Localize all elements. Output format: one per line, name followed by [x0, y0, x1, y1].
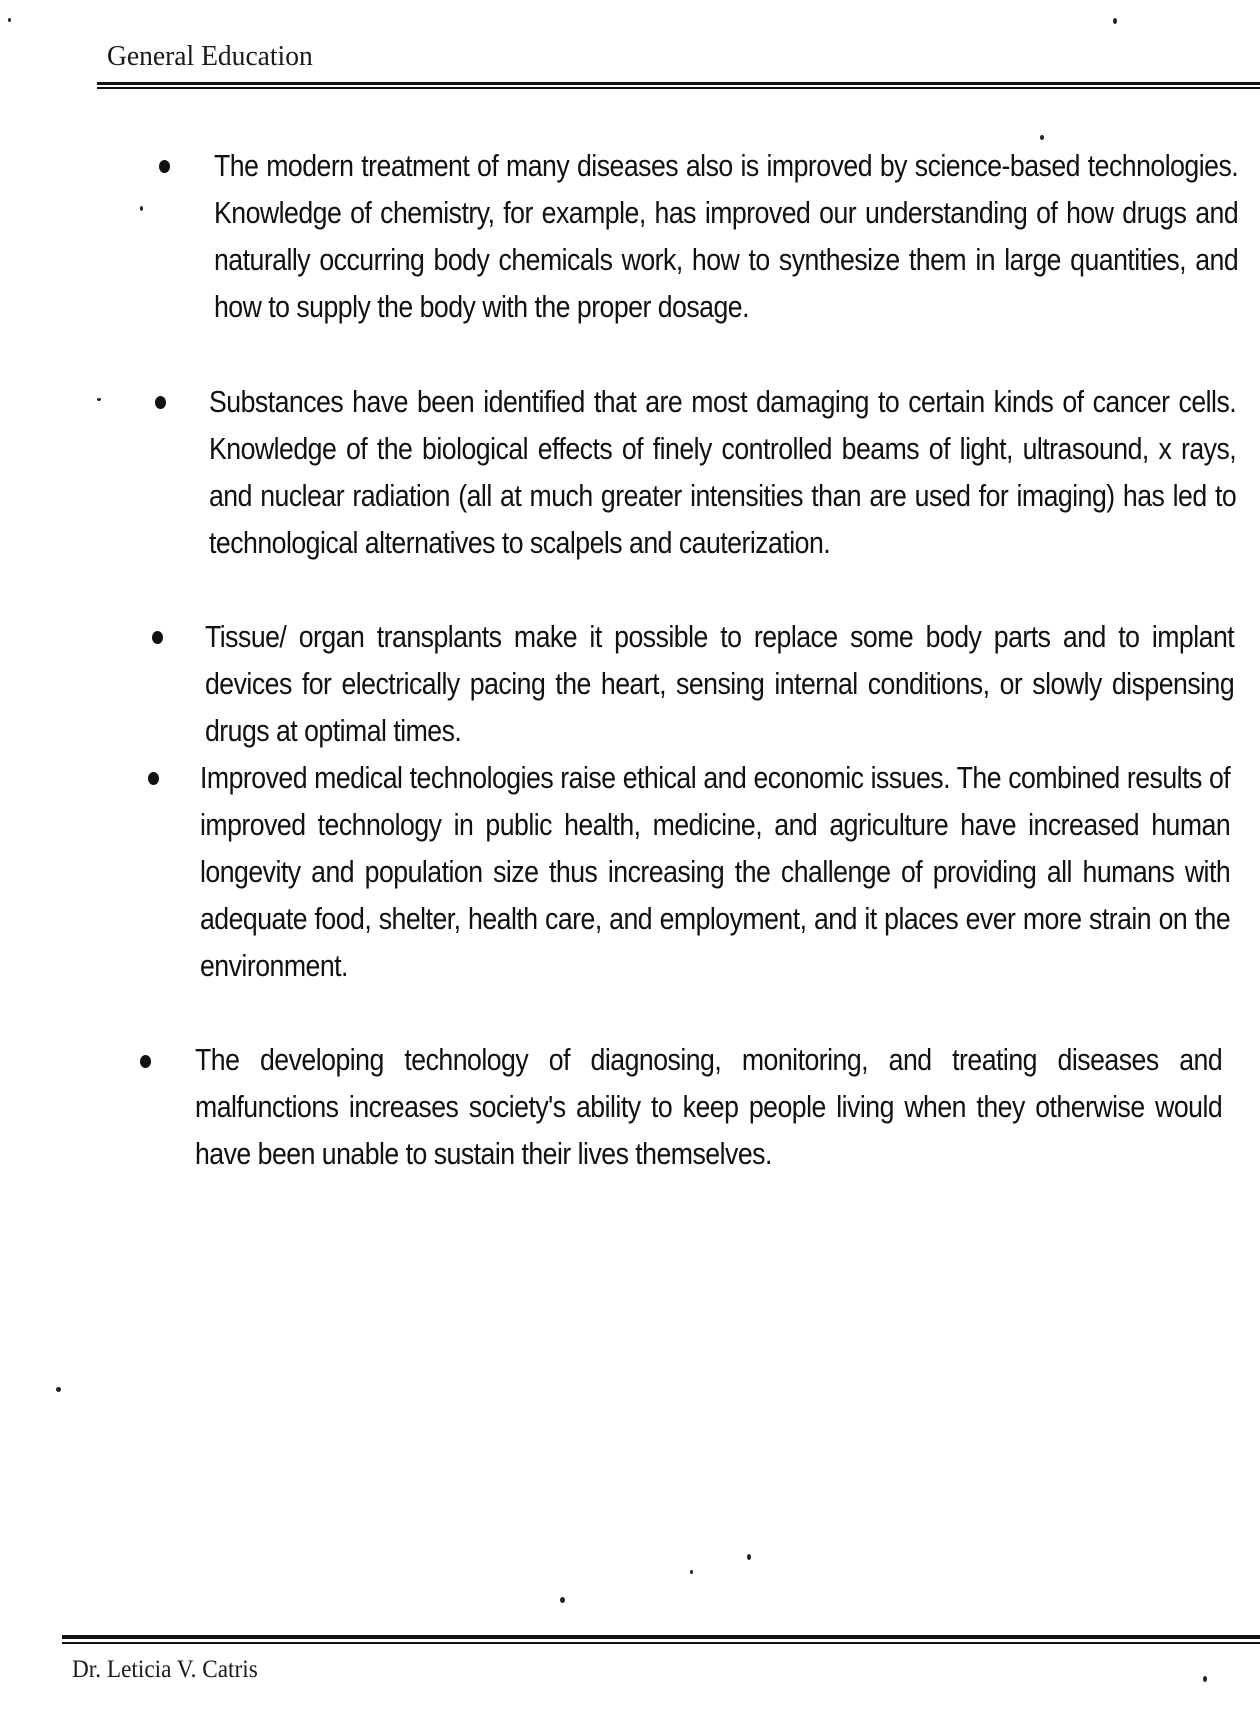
- footer-rule: [62, 1635, 1260, 1639]
- bullet-icon: [152, 631, 163, 644]
- header-rule: [97, 82, 1260, 85]
- list-item-text: Improved medical technologies raise ethical and economic issues. The combined results of improved technology in public health, medicine, and agriculture have increased human longevity and population size thus increasing the challenge of providing all humans with adequate food, shelter, health care, and employment, and it places ever more strain on the environment.: [200, 760, 1231, 983]
- bullet-icon: [140, 1055, 151, 1068]
- list-item: [200, 754, 1230, 989]
- speck: [560, 1597, 565, 1603]
- speck: [140, 206, 143, 211]
- list-item-text: The developing technology of diagnosing, monitoring, and treating diseases and malfunctions increases society's ability to keep people living when they otherwise would have been unable to sustain their lives themselves.: [195, 1042, 1223, 1171]
- header-title: General Education: [107, 40, 313, 72]
- list-item: [195, 1036, 1222, 1177]
- speck: [1113, 18, 1117, 24]
- bullet-icon: [148, 772, 159, 785]
- list-item: [209, 378, 1236, 566]
- speck: [1203, 1676, 1207, 1682]
- list-item-text: Tissue/ organ transplants make it possible to replace some body parts and to implant devices for electrically pacing the heart, sensing internal conditions, or slowly dispensing drugs at optimal times.: [205, 619, 1235, 748]
- bullet-icon: [155, 396, 166, 409]
- header-rule-secondary: [97, 87, 1260, 89]
- bullet-icon: [159, 160, 170, 173]
- list-item-text: The modern treatment of many diseases also is improved by science-based technologies. Knowledge of chemistry, for example, has improved our understanding of how drugs and naturally occurring body chemicals work, how to synthesize them in large quantities, and how to supply the body with the proper dosage.: [214, 148, 1239, 324]
- list-item: [205, 613, 1234, 754]
- speck: [97, 398, 101, 401]
- speck: [690, 1570, 693, 1574]
- speck: [56, 1387, 61, 1392]
- list-item: [214, 142, 1238, 330]
- speck: [747, 1554, 751, 1560]
- footer-author: Dr. Leticia V. Catris: [72, 1656, 258, 1683]
- footer-rule-secondary: [62, 1642, 1260, 1644]
- list-item-text: Substances have been identified that are most damaging to certain kinds of cancer cells. Knowledge of the biological effects of finely controlled beams of light, ultrasound, x rays, and nuclear radiation (all at much greater intensities than are used for imaging) has led to technological alternatives to scalpels and cauterization.: [209, 384, 1237, 560]
- speck: [1040, 135, 1044, 140]
- speck: [8, 18, 11, 22]
